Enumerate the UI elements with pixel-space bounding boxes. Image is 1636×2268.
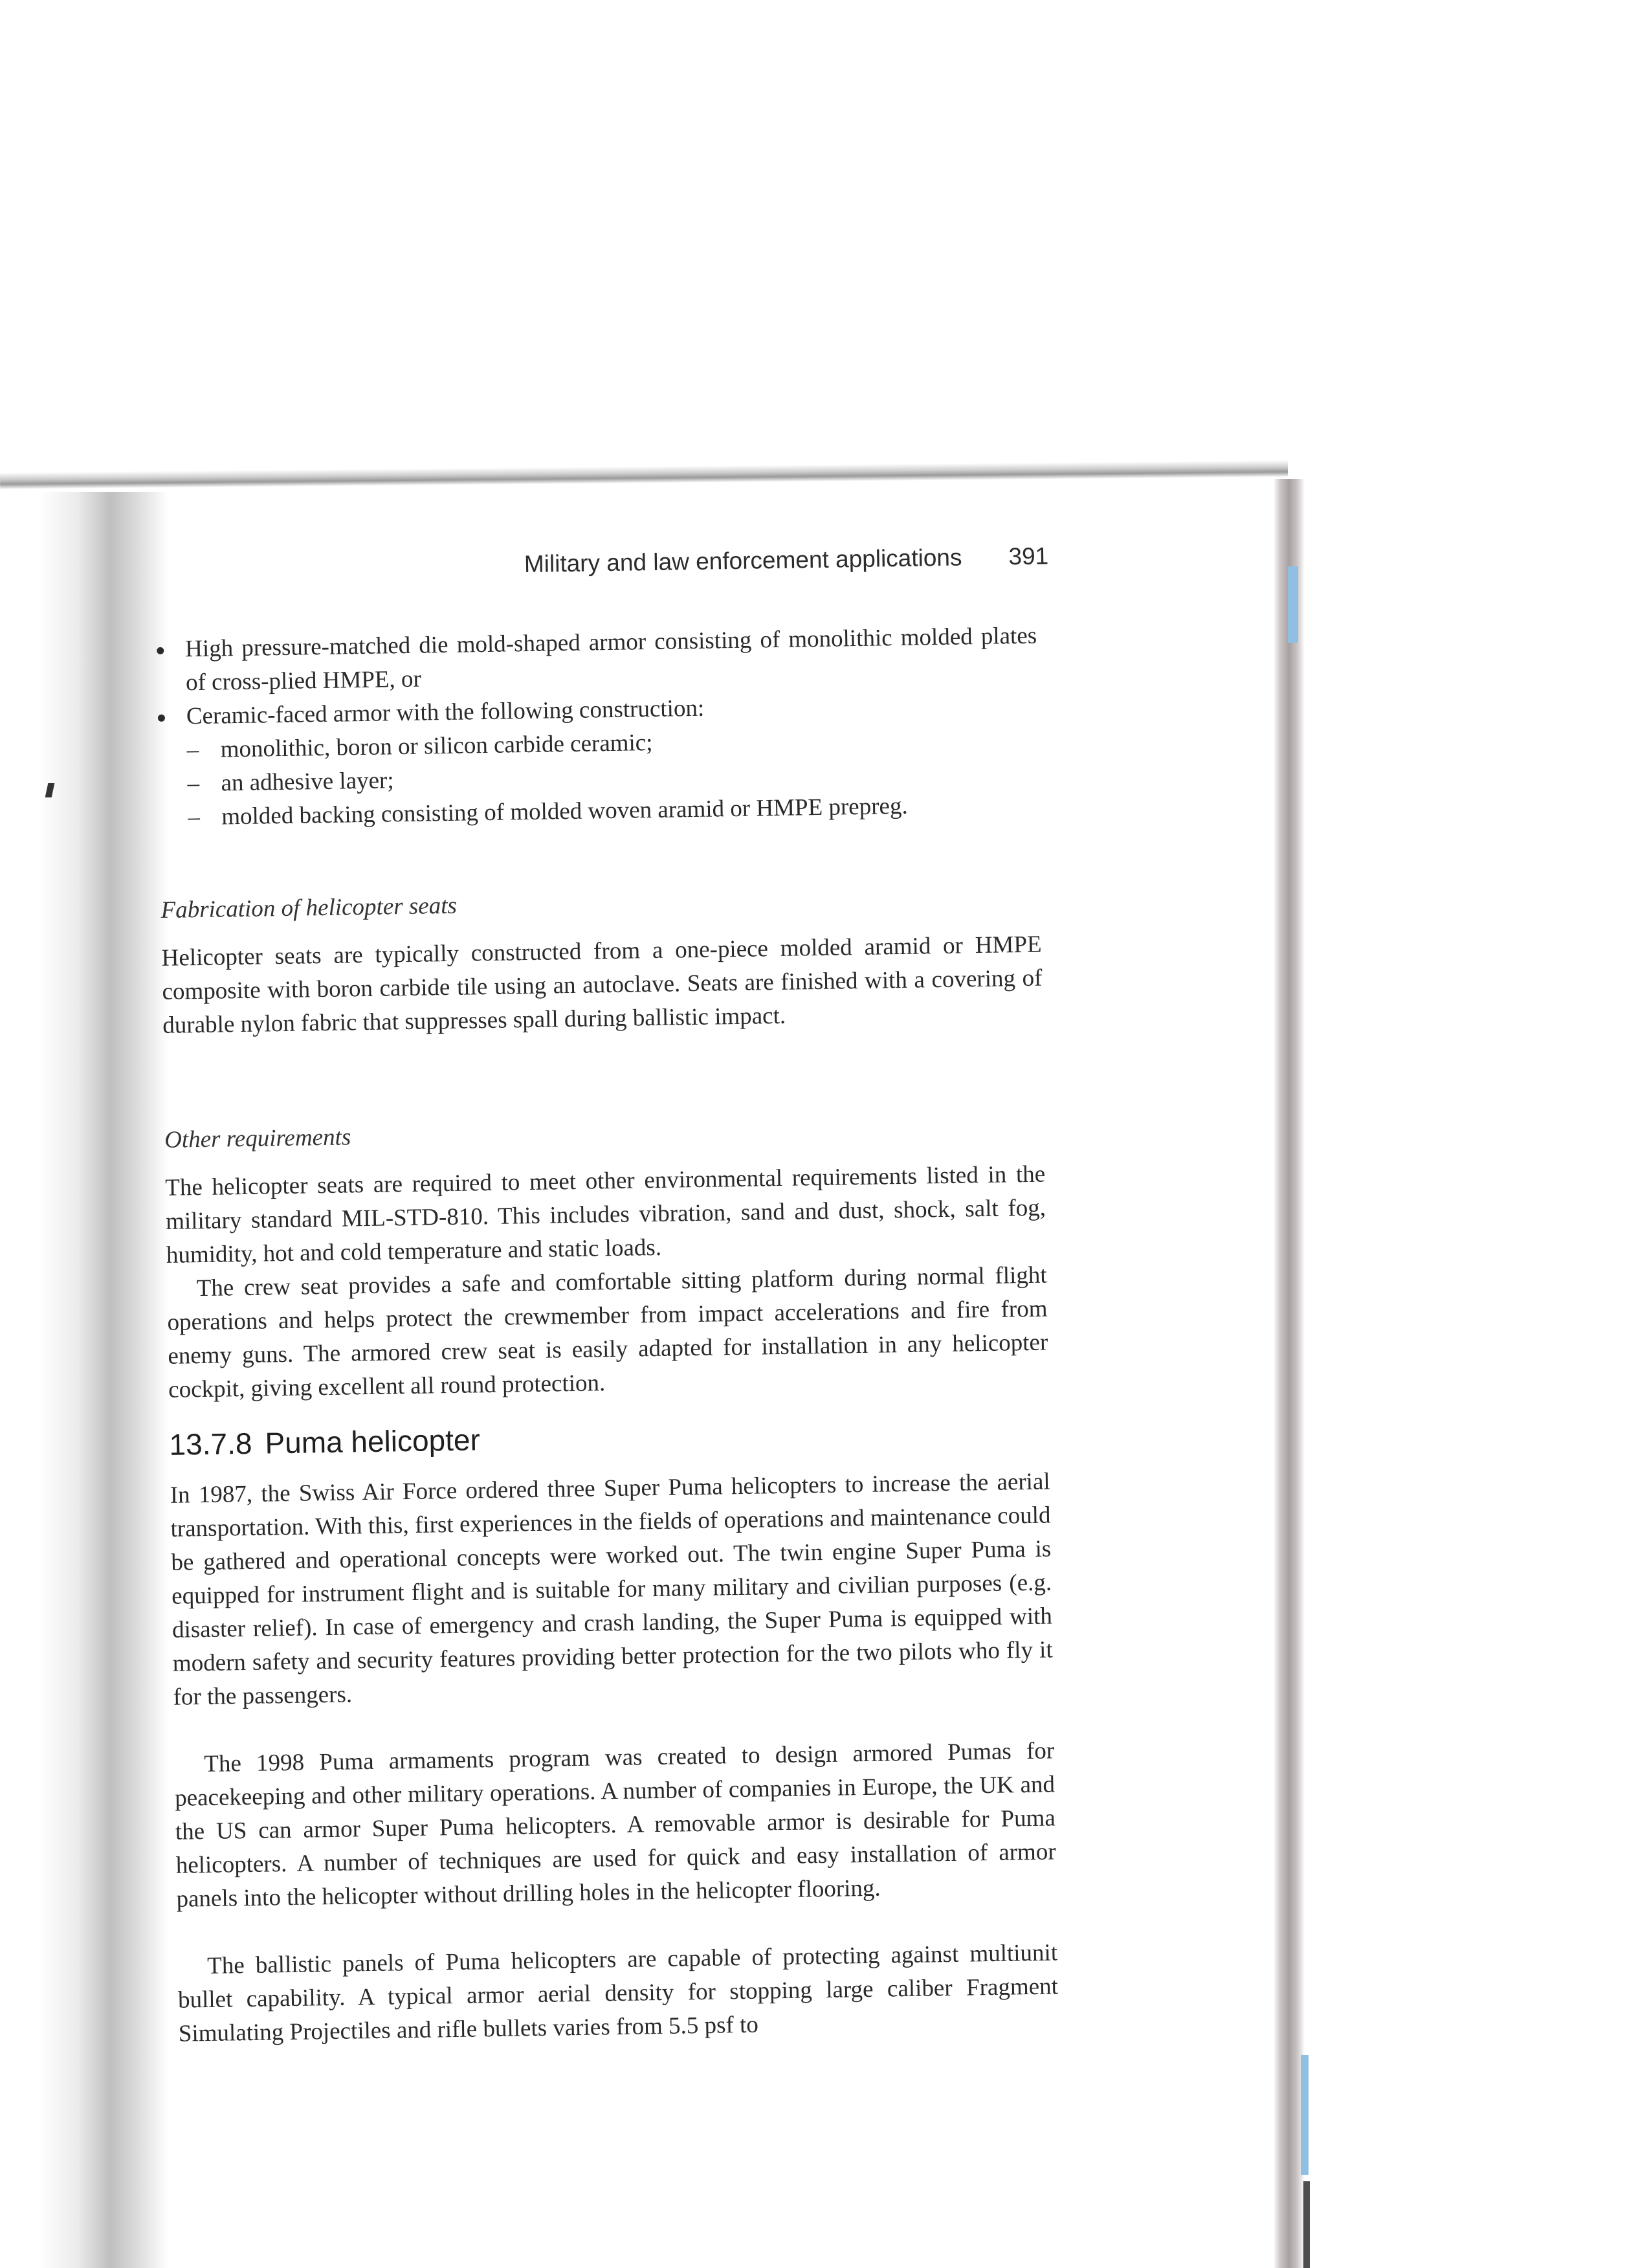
page-number: 391 bbox=[1008, 542, 1049, 570]
fabrication-paragraph: Helicopter seats are typically constructed from a one-piece molded aramid or HMPE composite with boron carbide tile using an autoclave. Seats are finished with a covering of durable nylon fabric that suppresses spall during ballistic impact. bbox=[161, 931, 1043, 1039]
book-spine-shadow bbox=[39, 492, 168, 2268]
crew-seat-paragraph: The crew seat provides a safe and comfortable sitting platform during normal flight operations and helps protect the crewmember from impact accelerations and fire from enemy guns. The armored crew seat is easily adapted for installation in any helicopter cockpit, giving excellent all round protection. bbox=[167, 1262, 1048, 1403]
fabrication-heading: Fabrication of helicopter seats bbox=[160, 892, 458, 924]
other-requirements-heading: Other requirements bbox=[164, 1124, 351, 1153]
section-title: Puma helicopter bbox=[265, 1423, 481, 1460]
puma-paragraph-2: The 1998 Puma armaments program was created to design armored Pumas for peacekeeping and other military operations. A number of companies in Europe, the UK and the US can armor Super Puma helicopters. A removable armor is desirable for Puma helicopters. A number of techniques are used for quick and easy installation of armor panels into the helicopter without drilling holes in the helicopter flooring. bbox=[174, 1737, 1056, 1913]
sub-list-item: – molded backing consisting of molded woven aramid or HMPE prepreg. bbox=[188, 788, 1040, 835]
armor-types-list bbox=[157, 619, 1040, 835]
puma-paragraph-3: The ballistic panels of Puma helicopters are capable of protecting against multiunit bullet capability. A typical armor aerial density for stopping large caliber Fragment Simulating Projectiles and rifle bullets varies from 5.5 psf to bbox=[177, 1939, 1059, 2047]
section-number: 13.7.8 bbox=[169, 1426, 252, 1462]
other-requirements-paragraph: The helicopter seats are required to meet other environmental requirements listed in the military standard MIL-STD-810. This includes vibration, sand and dust, shock, salt fog, humidity, hot and cold temperature and static loads. bbox=[165, 1161, 1046, 1269]
list-item bbox=[157, 687, 1039, 835]
sub-list-item: – an adhesive layer; bbox=[187, 754, 1039, 801]
list-item-text: Ceramic-faced armor with the following construction: bbox=[186, 695, 705, 730]
cover-edge-dark-strip bbox=[1303, 2181, 1310, 2268]
scan-top-edge bbox=[0, 460, 1288, 489]
cover-edge-blue-strip-bottom bbox=[1301, 2055, 1309, 2175]
puma-paragraph-1: In 1987, the Swiss Air Force ordered three Super Puma helicopters to increase the aerial transportation. With this, first experiences in the fields of operations and maintenance could be gathered and operational concepts were worked out. The twin engine Super Puma is equipped for instrument flight and is suitable for many military and civilian purposes (e.g. disaster relief). In case of emergency and crash landing, the Super Puma is equipped with modern safety and security features providing better protection for the two pilots who fly it for the passengers. bbox=[170, 1468, 1054, 1711]
list-item: High pressure-matched die mold-shaped armor consisting of monolithic molded plates of cross-plied HMPE, or bbox=[157, 619, 1037, 700]
section-heading bbox=[169, 1422, 480, 1462]
sub-list-item: – monolithic, boron or silicon carbide ceramic; bbox=[186, 720, 1039, 768]
book-page bbox=[155, 542, 1099, 2123]
running-head-title: Military and law enforcement applications bbox=[524, 544, 962, 578]
running-head bbox=[155, 542, 1075, 595]
construction-sub-list bbox=[186, 720, 1039, 835]
book-cover-edge bbox=[1274, 479, 1305, 2268]
cover-edge-blue-strip-top bbox=[1288, 566, 1298, 643]
